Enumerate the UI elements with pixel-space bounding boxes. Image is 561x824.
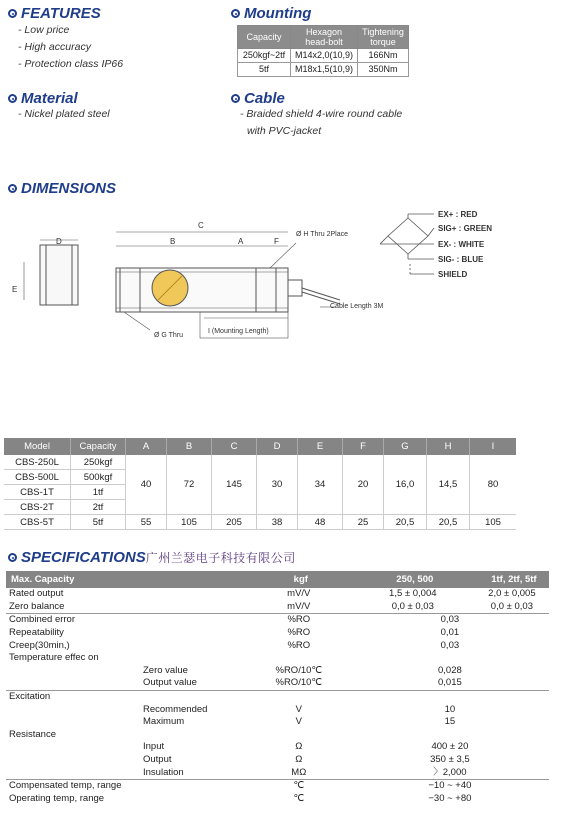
spec-header: Max. Capacity — [6, 571, 247, 588]
bullet-icon — [8, 553, 17, 562]
dim-cell: 55 — [126, 515, 167, 530]
feature-item: - High accuracy — [18, 39, 123, 56]
spec-cell: Excitation — [6, 690, 549, 703]
cable-line: - Braided shield 4-wire round cable — [240, 106, 402, 123]
cable-text — [240, 106, 402, 140]
mount-cell: 350Nm — [358, 63, 409, 77]
mount-header: Hexagon head-bolt — [291, 26, 358, 49]
mounting-table — [237, 25, 409, 77]
table-row — [6, 741, 549, 754]
table-row — [6, 627, 549, 640]
table-row — [6, 716, 549, 729]
dim-cell: 20,5 — [384, 515, 427, 530]
spec-cell: 0,028 — [438, 664, 462, 676]
table-row — [6, 588, 549, 601]
bullet-icon — [8, 184, 17, 193]
dimensions-title: DIMENSIONS — [8, 180, 116, 197]
dim-header: E — [298, 438, 343, 455]
table-row — [6, 677, 549, 690]
dim-cell: 14,5 — [427, 455, 470, 515]
dim-cell: 105 — [167, 515, 212, 530]
spec-cell: %RO — [287, 639, 311, 651]
wire-shield: SHIELD — [438, 270, 468, 279]
features-list — [18, 22, 123, 73]
dim-cell: 38 — [257, 515, 298, 530]
table-row — [238, 49, 409, 63]
material-title: Material — [8, 90, 78, 107]
dim-cell: 16,0 — [384, 455, 427, 515]
dim-cell: 250kgf — [71, 455, 126, 470]
spec-cell: Zero balance — [9, 600, 65, 612]
spec-cell: MΩ — [291, 766, 307, 778]
spec-cell: %RO/10℃ — [275, 677, 323, 689]
spec-cell: 0,015 — [438, 677, 462, 689]
table-row — [238, 63, 409, 77]
spec-cell: 〉2,000 — [433, 766, 467, 778]
label-mount-len: I (Mounting Length) — [208, 328, 269, 335]
dim-cell: 20 — [343, 455, 384, 515]
spec-cell: Maximum — [143, 716, 185, 728]
spec-cell: 2,0 ± 0,005 — [488, 588, 536, 600]
dimension-drawing — [0, 200, 561, 430]
mount-cell: 5tf — [238, 63, 291, 77]
mount-cell: 166Nm — [358, 49, 409, 63]
spec-cell: Ω — [295, 754, 303, 766]
label-a: A — [238, 237, 244, 246]
spec-cell: 0,01 — [440, 627, 460, 639]
bullet-icon — [8, 94, 17, 103]
dim-header: C — [212, 438, 257, 455]
dim-cell: CBS-2T — [4, 500, 71, 515]
table-row — [6, 779, 549, 792]
dim-cell: 105 — [470, 515, 517, 530]
spec-cell: ℃ — [293, 792, 305, 804]
table-row — [6, 601, 549, 614]
spec-cell: Temperature effec on — [9, 652, 99, 664]
table-row — [6, 614, 549, 627]
side-view — [24, 240, 78, 305]
spec-header: kgf — [247, 571, 351, 588]
wiring-diagram — [380, 214, 434, 274]
bullet-icon — [231, 94, 240, 103]
spec-cell: 0,03 — [440, 639, 460, 651]
table-row — [6, 703, 549, 716]
label-f: F — [274, 237, 279, 246]
spec-cell: Output value — [143, 677, 197, 689]
label-d: D — [56, 237, 62, 246]
spec-cell: V — [295, 716, 302, 728]
spec-cell: 15 — [444, 716, 456, 728]
spec-cell: 10 — [444, 703, 456, 715]
table-row — [6, 754, 549, 767]
mounting-title: Mounting — [231, 5, 311, 22]
mount-cell: 250kgf~2tf — [238, 49, 291, 63]
dim-header: F — [343, 438, 384, 455]
dim-cell: 25 — [343, 515, 384, 530]
dim-cell: CBS-250L — [4, 455, 71, 470]
main-body — [116, 232, 340, 338]
material-item: - Nickel plated steel — [18, 106, 110, 123]
spec-cell: −10 ~ +40 — [351, 779, 549, 792]
bullet-icon — [231, 9, 240, 18]
dim-header: H — [427, 438, 470, 455]
specifications-title: SPECIFICATIONS广州兰瑟电子科技有限公司 — [8, 549, 296, 566]
table-row — [6, 690, 549, 703]
table-row — [6, 652, 549, 665]
specifications-table — [6, 571, 549, 805]
table-row — [6, 793, 549, 806]
dim-header: G — [384, 438, 427, 455]
table-row — [6, 766, 549, 779]
dim-cell: 500kgf — [71, 470, 126, 485]
spec-cell: −30 ~ +80 — [428, 792, 472, 804]
spec-cell: Operating temp, range — [9, 792, 105, 804]
dim-cell: 72 — [167, 455, 212, 515]
dim-cell: 30 — [257, 455, 298, 515]
dim-cell: 205 — [212, 515, 257, 530]
dim-cell: 5tf — [71, 515, 126, 530]
dim-header: A — [126, 438, 167, 455]
spec-cell: Zero value — [143, 664, 188, 676]
spec-cell: %RO/10℃ — [275, 664, 323, 676]
dim-cell: 20,5 — [427, 515, 470, 530]
spec-cell: Combined error — [6, 614, 247, 627]
table-row — [4, 515, 516, 530]
spec-cell: Creep(30min,) — [9, 639, 70, 651]
label-c: C — [198, 221, 204, 230]
dim-cell: 80 — [470, 455, 517, 515]
spec-cell: Repeatability — [9, 627, 64, 639]
spec-cell: 1,5 ± 0,004 — [389, 588, 437, 600]
spec-cell: %RO — [247, 614, 351, 627]
dimension-table — [4, 438, 516, 530]
wire-exp: EX+ : RED — [438, 210, 478, 219]
dim-cell: 145 — [212, 455, 257, 515]
dim-header: Model — [4, 438, 71, 455]
wire-sigm: SIG- : BLUE — [438, 255, 484, 264]
company-name: 广州兰瑟电子科技有限公司 — [145, 551, 296, 565]
material-list — [18, 106, 110, 123]
spec-header: 1tf, 2tf, 5tf — [475, 571, 549, 588]
spec-cell: Insulation — [143, 766, 184, 778]
spec-header: 250, 500 — [351, 571, 475, 588]
dim-cell: CBS-1T — [4, 485, 71, 500]
label-b: B — [170, 237, 176, 246]
spec-cell: 0,0 ± 0,03 — [391, 600, 434, 612]
spec-cell: Output — [143, 754, 172, 766]
cable-line: with PVC-jacket — [247, 125, 322, 137]
spec-cell: 0,0 ± 0,03 — [490, 600, 533, 612]
spec-cell: 0,03 — [351, 614, 549, 627]
dim-cell: CBS-500L — [4, 470, 71, 485]
dim-header: Capacity — [71, 438, 126, 455]
spec-cell: Ω — [295, 741, 303, 753]
dim-header: D — [257, 438, 298, 455]
mount-header: Capacity — [238, 26, 291, 49]
label-g-thru: Ø G Thru — [154, 332, 184, 339]
dim-cell: 40 — [126, 455, 167, 515]
mount-cell: M18x1,5(10,9) — [291, 63, 358, 77]
spec-cell: Compensated temp, range — [6, 779, 247, 792]
spec-cell: Recommended — [143, 703, 208, 715]
table-row — [4, 455, 516, 470]
feature-item: - Protection class IP66 — [18, 56, 123, 73]
spec-cell: 350 ± 3,5 — [430, 754, 470, 766]
mount-header: Tightening torque — [358, 26, 409, 49]
dim-header: I — [470, 438, 517, 455]
dim-cell: 1tf — [71, 485, 126, 500]
mount-cell: M14x2,0(10,9) — [291, 49, 358, 63]
spec-cell: mV/V — [287, 600, 311, 612]
spec-cell: Rated output — [9, 588, 64, 600]
spec-cell: mV/V — [287, 588, 311, 600]
spec-cell: V — [295, 703, 302, 715]
label-cable-len: Cable Length 3M — [330, 303, 384, 310]
spec-cell: Resistance — [9, 728, 56, 740]
label-e: E — [12, 285, 18, 294]
cable-title: Cable — [231, 90, 285, 107]
label-h-thru: Ø H Thru 2Place — [296, 231, 349, 238]
dim-cell: 2tf — [71, 500, 126, 515]
dim-cell: 48 — [298, 515, 343, 530]
wire-exm: EX- : WHITE — [438, 240, 485, 249]
spec-cell: ℃ — [247, 779, 351, 792]
wire-sigp: SIG+ : GREEN — [438, 224, 493, 233]
dim-cell: 34 — [298, 455, 343, 515]
spec-cell: 400 ± 20 — [431, 741, 469, 753]
spec-cell: Input — [143, 741, 165, 753]
features-title: FEATURES — [8, 5, 101, 22]
table-row — [6, 729, 549, 742]
spec-cell: %RO — [287, 627, 311, 639]
dim-header: B — [167, 438, 212, 455]
dim-cell: CBS-5T — [4, 515, 71, 530]
table-row — [6, 665, 549, 678]
bullet-icon — [8, 9, 17, 18]
table-row — [6, 639, 549, 652]
feature-item: - Low price — [18, 22, 123, 39]
